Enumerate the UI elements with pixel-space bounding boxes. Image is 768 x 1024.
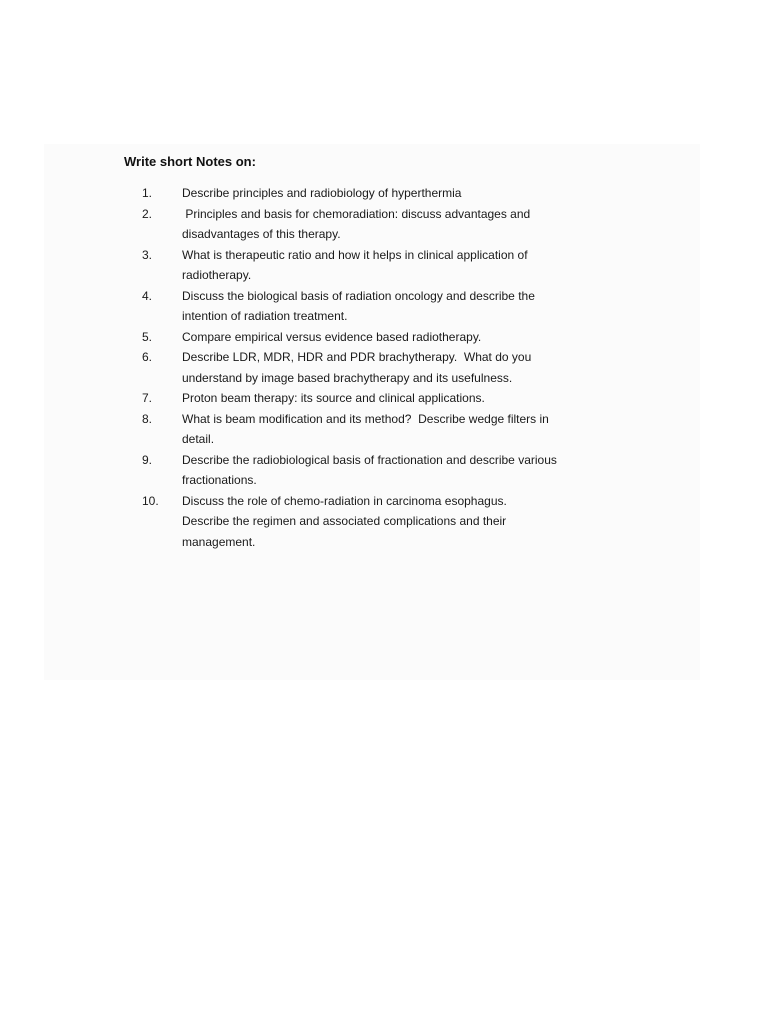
- item-text: [182, 327, 572, 348]
- list-item: [0, 409, 768, 450]
- item-text: [182, 347, 572, 388]
- item-number: 8.: [142, 411, 153, 426]
- item-number: 10.: [142, 493, 159, 508]
- list-item: [0, 347, 768, 388]
- item-line: understand by image based brachytherapy and its usefulness.: [182, 370, 513, 385]
- item-number: 9.: [142, 452, 153, 467]
- item-text: [182, 286, 572, 327]
- list-item: [0, 245, 768, 286]
- list-item: [0, 491, 768, 553]
- page-heading: Write short Notes on:: [124, 154, 256, 169]
- item-line: Proton beam therapy: its source and clinical applications.: [182, 391, 485, 405]
- item-line: radiotherapy.: [182, 268, 252, 282]
- item-line: What is beam modification and its method? Describe wedge filters in: [182, 411, 549, 426]
- item-text: [182, 388, 572, 409]
- item-number: 2.: [142, 206, 153, 221]
- item-number: 6.: [142, 350, 153, 364]
- item-line: Principles and basis for chemoradiation: discuss advantages and: [182, 206, 531, 221]
- item-text: [182, 491, 572, 553]
- item-text: [182, 245, 572, 286]
- item-text: [182, 183, 572, 204]
- item-line: disadvantages of this therapy.: [182, 227, 341, 241]
- list-item: [0, 388, 768, 409]
- item-line: Describe the radiobiological basis of fractionation and describe various: [182, 452, 557, 467]
- item-line: management.: [182, 534, 256, 549]
- list-item: [0, 183, 768, 204]
- item-line: What is therapeutic ratio and how it helps in clinical application of: [182, 247, 528, 262]
- item-number: 7.: [142, 391, 153, 405]
- item-number: 4.: [142, 288, 153, 303]
- item-text: [182, 450, 572, 491]
- item-line: Describe the regimen and associated complications and their: [182, 514, 507, 528]
- item-line: Describe LDR, MDR, HDR and PDR brachytherapy. What do you: [182, 350, 532, 364]
- item-line: Compare empirical versus evidence based radiotherapy.: [182, 329, 482, 344]
- item-line: Discuss the biological basis of radiation oncology and describe the: [182, 288, 535, 303]
- item-line: Discuss the role of chemo-radiation in carcinoma esophagus.: [182, 493, 507, 508]
- item-text: [182, 409, 572, 450]
- list-item: [0, 286, 768, 327]
- item-number: 1.: [142, 186, 153, 200]
- list-item: [0, 450, 768, 491]
- item-line: intention of radiation treatment.: [182, 309, 348, 323]
- list-item: [0, 327, 768, 348]
- item-line: detail.: [182, 432, 215, 446]
- item-line: fractionations.: [182, 473, 257, 487]
- list-item: [0, 204, 768, 245]
- item-number: 5.: [142, 329, 153, 344]
- item-text: [182, 204, 572, 245]
- item-line: Describe principles and radiobiology of hyperthermia: [182, 186, 462, 200]
- notes-list: [0, 183, 768, 552]
- item-number: 3.: [142, 247, 153, 262]
